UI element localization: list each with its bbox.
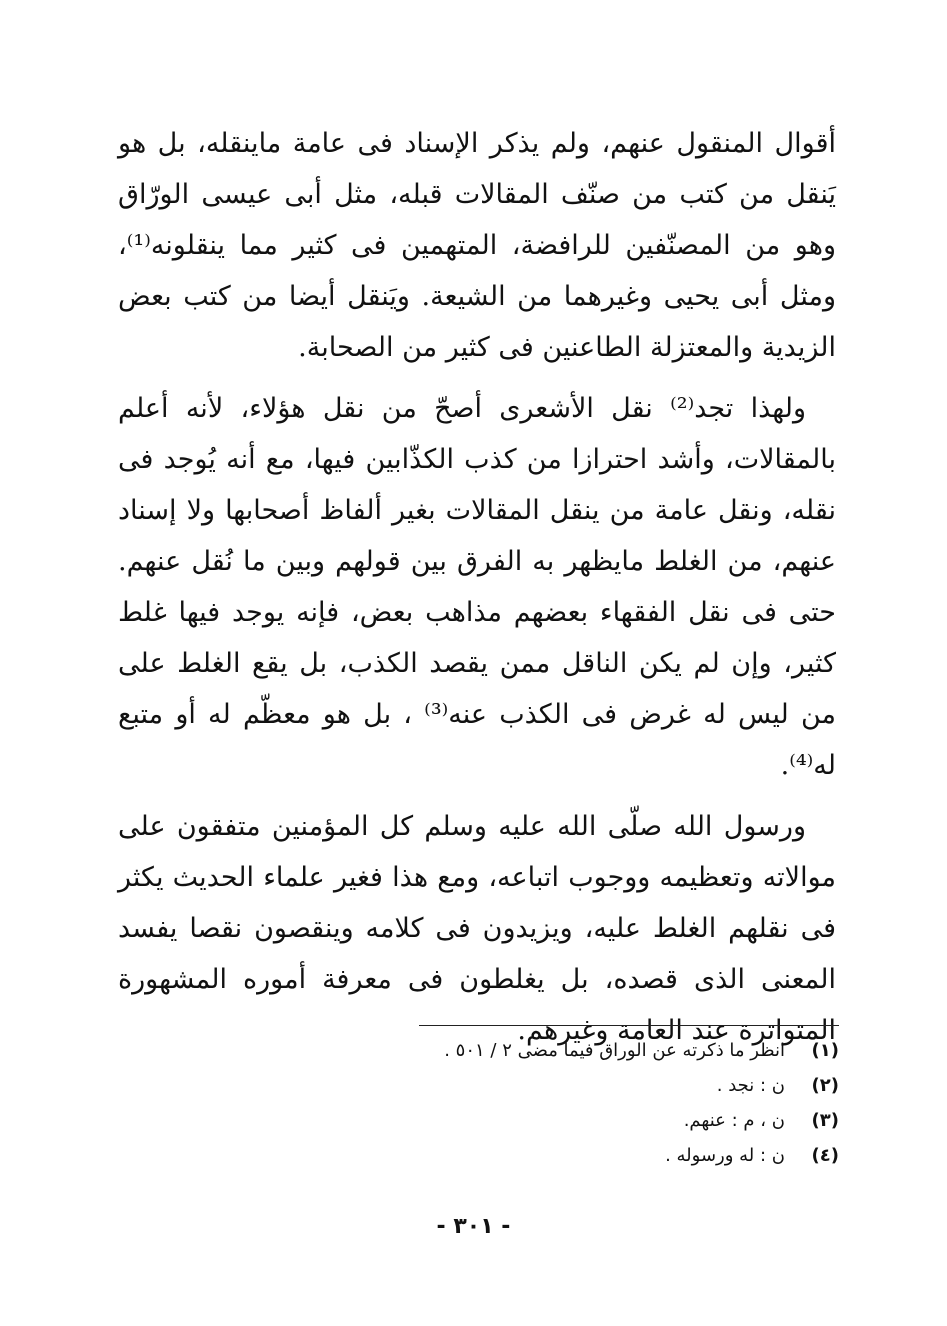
footnote-number: (٤) xyxy=(811,1145,839,1166)
footnote-3 xyxy=(319,1103,839,1138)
paragraph-2: ولهذا تجد⁽²⁾ نقل الأشعرى أصحّ من نقل هؤلاء، لأنه أعلم بالمقالات، وأشد احترازا من كذب الكذّابين فيها، مع أنه يُوجد فى نقله، ونقل عامة من ينقل المقالات بغير ألفاظ أصحابها ولا إسناد عنهم، من الغلط مايظهر به الفرق بين قولهم وبين ما نُقل عنهم. حتى فى نقل الفقهاء بعضهم مذاهب بعض، فإنه يوجد فيها غلط كثير، وإن لم يكن الناقل ممن يقصد الكذب، بل يقع الغلط على من ليس له غرض فى الكذب عنه⁽³⁾ ، بل هو معظّم له أو متبع له⁽⁴⁾. xyxy=(118,393,837,781)
page-number: - ٣٠١ - xyxy=(436,1214,511,1239)
footnote-text: ن : نجد . xyxy=(716,1075,785,1096)
paragraph-1: أقوال المنقول عنهم، ولم يذكر الإسناد فى عامة ماينقله، بل هو يَنقل من كتب من صنّف المقالات قبله، مثل أبى عيسى الورّاق وهو من المصنّفين للرافضة، المتهمين فى كثير مما ينقلونه⁽¹⁾، ومثل أبى يحيى وغيرهما من الشيعة. ويَنقل أيضا من كتب بعض الزيدية والمعتزلة الطاعنين فى كثير من الصحابة. xyxy=(118,128,836,363)
footnote-1 xyxy=(319,1033,839,1068)
footnote-text: ن : له ورسوله . xyxy=(665,1145,785,1166)
paragraph-3: ورسول الله صلّى الله عليه وسلم كل المؤمنين متفقون على موالاته وتعظيمه ووجوب اتباعه، ومع هذا فغير علماء الحديث يكثر فى نقلهم الغلط عليه، ويزيدون فى كلامه وينقصون نقصا يفسد المعنى الذى قصده، بل يغلطون فى معرفة أموره المشهورة المتواترة عند العامة وغيرهم. xyxy=(118,811,836,1046)
footnote-text: انظر ما ذكرته عن الوراق فيما مضى ٢ / ٥٠١ . xyxy=(444,1040,785,1061)
footnote-divider xyxy=(419,1025,839,1026)
footnotes xyxy=(319,1033,839,1173)
footnote-2 xyxy=(319,1068,839,1103)
footnote-number: (٢) xyxy=(811,1075,839,1096)
footnote-text: ن ، م : عنهم. xyxy=(683,1110,785,1131)
footnote-number: (١) xyxy=(811,1040,839,1061)
main-text xyxy=(118,118,836,1066)
footnote-4 xyxy=(319,1138,839,1173)
footnote-number: (٣) xyxy=(811,1110,839,1131)
